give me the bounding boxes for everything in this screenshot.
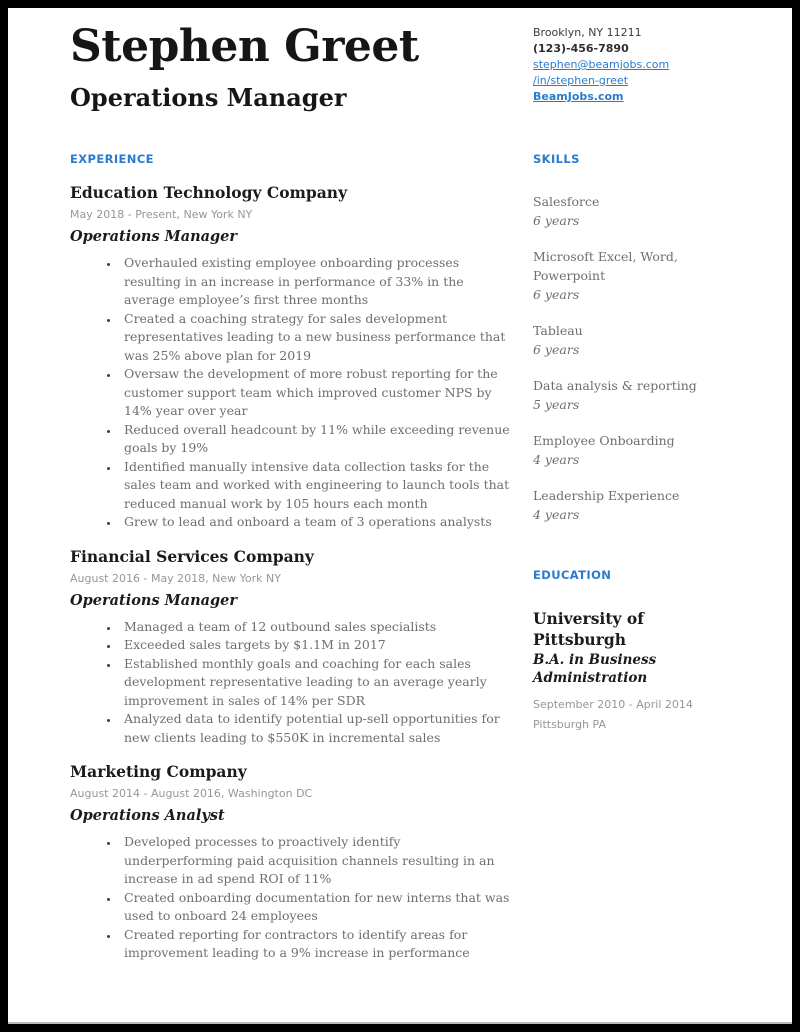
job-role: Operations Manager [70,228,238,245]
contact-block [533,22,743,112]
job-entry [70,547,512,748]
job-bullet-list [70,833,512,963]
bullet-item: • Created reporting for contractors to identify areas for improvement leading to a 9% increase in performance [120,926,512,963]
bullet-item: • Created onboarding documentation for new interns that was used to onboard 24 employees [120,889,512,926]
contact-location: Brooklyn, NY 11211 [533,26,642,39]
resume-header [8,8,792,112]
job-dates: August 2016 - May 2018, New York NY [70,571,281,585]
identity-block [70,22,533,112]
skills-section-heading: SKILLS [533,152,580,166]
job-entry [70,183,512,532]
company-name: Financial Services Company [70,546,314,566]
bullet-item: • Analyzed data to identify potential up-sell opportunities for new clients leading to $550K in incremental sales [120,710,512,747]
bullet-item: • Overhauled existing employee onboarding processes resulting in an increase in performance of 33% in the average employee’s first three months [120,254,512,310]
job-bullet-list [70,254,512,532]
education-section-heading: EDUCATION [533,568,612,582]
skill-name: Employee Onboarding [533,433,675,448]
skill-name: Leadership Experience [533,488,680,503]
skill-entry [533,486,733,524]
skill-entry [533,376,733,414]
skill-entry [533,431,733,469]
bullet-item: • Established monthly goals and coaching for each sales development representative leading to an average yearly improvement in sales of 14% per SDR [120,655,512,711]
school-name: University of Pittsburgh [533,609,644,649]
experience-column [70,152,512,978]
bullet-item: • Grew to lead and onboard a team of 3 operations analysts [120,513,512,532]
contact-website-link[interactable]: BeamJobs.com [533,90,624,103]
company-name: Education Technology Company [70,183,348,202]
bullet-item: • Managed a team of 12 outbound sales specialists [120,618,512,637]
skill-years: 4 years [533,507,580,522]
person-job-title: Operations Manager [70,83,347,112]
job-bullet-list [70,618,512,748]
job-role: Operations Analyst [70,807,225,824]
bullet-item: • Created a coaching strategy for sales development representatives leading to a new business performance that was 25% above plan for 2019 [120,310,512,366]
job-entry [70,762,512,963]
skill-years: 4 years [533,452,580,467]
education-location: Pittsburgh PA [533,718,606,731]
skill-entry [533,247,733,304]
content-columns [8,152,792,978]
bullet-item: • Oversaw the development of more robust reporting for the customer support team which improved customer NPS by 14% year over year [120,365,512,421]
bullet-item: • Exceeded sales targets by $1.1M in 2017 [120,636,512,655]
skill-name: Data analysis & reporting [533,378,697,393]
bullet-item: • Developed processes to proactively identify underperforming paid acquisition channels resulting in an increase in ad spend ROI of 11% [120,833,512,889]
person-name: Stephen Greet [70,21,419,72]
job-dates: August 2014 - August 2016, Washington DC [70,787,313,800]
contact-linkedin-link[interactable]: /in/stephen-greet [533,74,629,87]
skill-years: 6 years [533,213,580,228]
bullet-item: • Identified manually intensive data collection tasks for the sales team and worked with engineering to launch tools that reduced manual work by 105 hours each month [120,458,512,514]
skill-years: 6 years [533,342,580,357]
skill-name: Tableau [533,323,583,338]
skill-entry [533,192,733,230]
degree: B.A. in Business Administration [533,652,657,686]
experience-section-heading: EXPERIENCE [70,152,154,166]
skill-entry [533,321,733,359]
bullet-item: • Reduced overall headcount by 11% while exceeding revenue goals by 19% [120,421,512,458]
contact-email-link[interactable]: stephen@beamjobs.com [533,58,670,71]
skill-years: 5 years [533,397,580,412]
company-name: Marketing Company [70,762,247,781]
skill-years: 6 years [533,287,580,302]
sidebar-column [533,152,733,978]
skill-name: Microsoft Excel, Word, Powerpoint [533,249,678,283]
job-dates: May 2018 - Present, New York NY [70,208,253,221]
job-role: Operations Manager [70,591,238,609]
contact-phone: (123)-456-7890 [533,42,629,55]
education-dates: September 2010 - April 2014 [533,698,693,711]
skill-name: Salesforce [533,194,600,209]
